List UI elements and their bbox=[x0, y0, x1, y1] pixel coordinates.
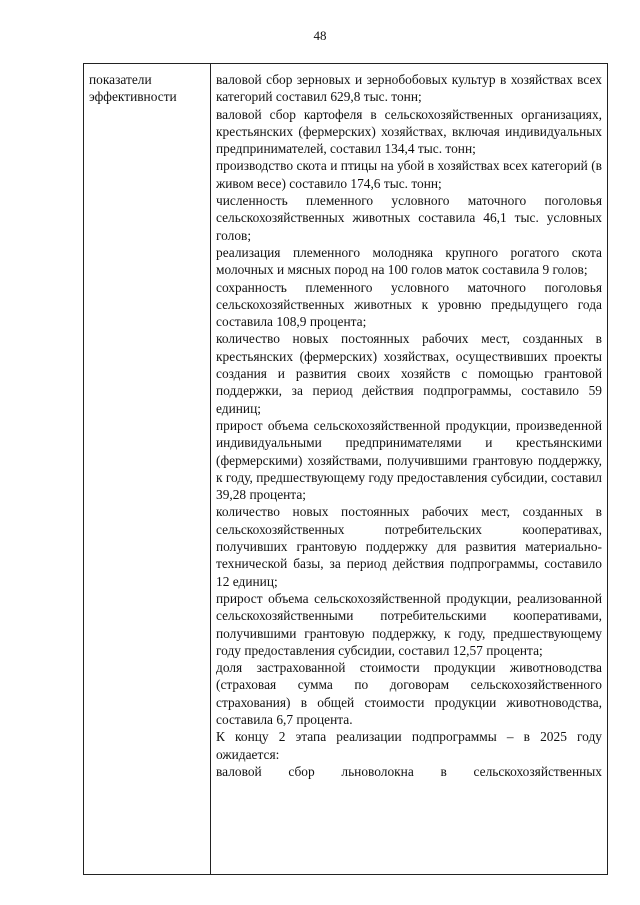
indicators-table bbox=[83, 63, 608, 875]
paragraph-cooperative-jobs: количество новых постоянных рабочих мест, созданных в сельскохозяйственных потребительских кооперативах, получивших грантовую поддержку для развития материально-технической базы, за период действия подпрограммы, составило 12 единиц; bbox=[216, 504, 602, 589]
content-cell bbox=[216, 71, 602, 780]
paragraph-stage-2-expectation: К концу 2 этапа реализации подпрограммы – в 2025 году ожидается: bbox=[216, 729, 602, 762]
paragraph-breeding-stock: численность племенного условного маточного поголовья сельскохозяйственных животных составила 46,1 тыс. условных голов; bbox=[216, 193, 602, 243]
row-label-cell: показатели эффективности bbox=[89, 72, 177, 105]
paragraph-grain-harvest: валовой сбор зерновых и зернобобовых культур в хозяйствах всех категорий составил 629,8 тыс. тонн; bbox=[216, 72, 602, 105]
paragraph-insurance-share: доля застрахованной стоимости продукции животноводства (страховая сумма по договорам сельскохозяйственного страхования) в общей стоимости продукции животноводства, составила 6,7 процента. bbox=[216, 660, 602, 727]
paragraph-farm-output-growth: прирост объема сельскохозяйственной продукции, произведенной индивидуальными предпринимателями и крестьянскими (фермерскими) хозяйствами, получившими грантовую поддержку, к году, предшествующему году предоставления субсидии, составил 39,28 процента; bbox=[216, 417, 602, 503]
column-divider bbox=[210, 64, 211, 874]
paragraph-cooperative-output-growth: прирост объема сельскохозяйственной продукции, реализованной сельскохозяйственными потребительскими кооперативами, получившими грантовую поддержку, к году, предшествующему году предоставления субсидии, составил 12,57 процента; bbox=[216, 590, 602, 658]
paragraph-farm-jobs: количество новых постоянных рабочих мест, созданных в крестьянских (фермерских) хозяйствах, осуществивших проекты создания и развития своих хозяйств с помощью грантовой поддержки, за период действия подпрограммы, составило 59 единиц; bbox=[216, 331, 602, 416]
paragraph-potato-harvest: валовой сбор картофеля в сельскохозяйственных организациях, крестьянских (фермерских) хозяйствах, включая индивидуальных предпринимателей, составил 134,4 тыс. тонн; bbox=[216, 106, 602, 157]
paragraph-stock-preservation: сохранность племенного условного маточного поголовья сельскохозяйственных животных к уровню предыдущего года составила 108,9 процента; bbox=[216, 279, 602, 330]
paragraph-flax-harvest: валовой сбор льноволокна в сельскохозяйственных bbox=[216, 763, 602, 779]
paragraph-young-cattle-sales: реализация племенного молодняка крупного рогатого скота молочных и мясных пород на 100 голов маток составила 9 голов; bbox=[216, 244, 602, 278]
paragraph-livestock-production: производство скота и птицы на убой в хозяйствах всех категорий (в живом весе) составило 174,6 тыс. тонн; bbox=[216, 158, 602, 191]
page-number: 48 bbox=[313, 28, 327, 43]
